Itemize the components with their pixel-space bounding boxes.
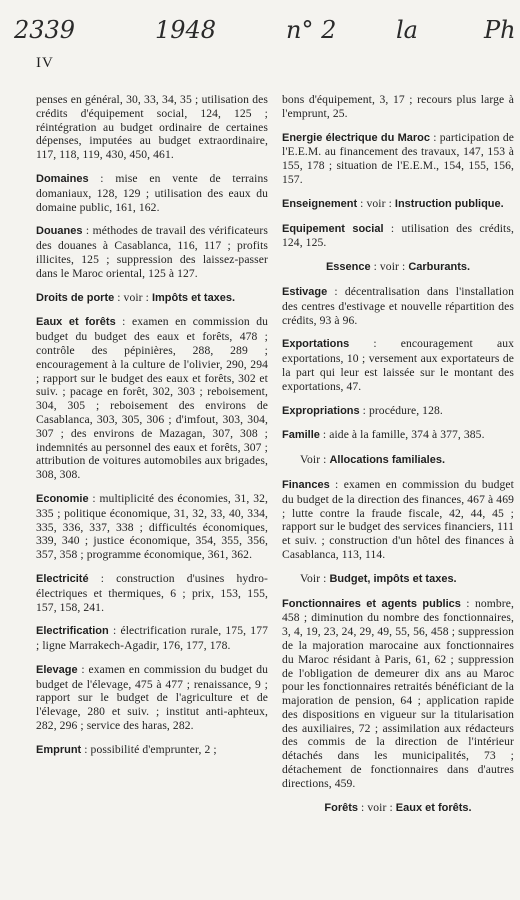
index-entry [36, 743, 268, 758]
index-entry-body: : voir : [114, 290, 152, 304]
index-entry-heading: Finances [282, 478, 330, 491]
handwritten-annotation-la: la [396, 16, 418, 44]
index-entry-heading: Eaux et forêts [36, 316, 116, 329]
index-entry [282, 404, 514, 419]
index-entry-body: : examen en commission du budget du budget de l'élevage, 475 à 477 ; renaissance, 9 ; rapport sur le budget de l'agriculture et de l'élevage, 280 et suiv. ; institut anti-aphteux, 282, 296 ; service des haras, 282. [36, 662, 268, 733]
index-entry [36, 291, 268, 306]
index-entry [282, 131, 514, 187]
index-entry-body: : possibilité d'emprunter, 2 ; [81, 742, 217, 756]
index-entry-heading: Domaines [36, 172, 89, 185]
index-entry-body: Voir : [300, 453, 330, 467]
handwritten-annotation-issue: n° 2 [286, 16, 337, 44]
index-entry [282, 260, 514, 275]
index-entry-heading: Electrification [36, 625, 109, 638]
index-entry-heading: Enseignement [282, 197, 358, 210]
index-entry-reference: Budget, impôts et taxes. [329, 572, 457, 585]
index-entry-body: : mise en vente de terrains domaniaux, 128, 129 ; utilisation des eaux du domaine public, 161, 162. [36, 171, 268, 214]
index-entry-reference: Allocations familiales. [329, 454, 446, 467]
index-entry [36, 315, 268, 482]
index-entry [282, 572, 514, 587]
index-entry-heading: Fonctionnaires et agents publics [282, 597, 461, 610]
index-entry-body: : construction d'usines hydro-électriques et thermiques, 6 ; prix, 153, 155, 157, 158, 241. [36, 571, 268, 614]
index-entry [282, 197, 514, 212]
index-entry-reference: Carburants. [408, 261, 471, 274]
index-entry-body: : électrification rurale, 175, 177 ; ligne Marrakech-Agadir, 176, 177, 178. [36, 624, 268, 653]
handwritten-annotation-number: 2339 [14, 16, 76, 44]
index-entry-heading: Estivage [282, 285, 328, 298]
index-entry [282, 93, 514, 121]
index-entry [36, 224, 268, 280]
index-entry [282, 801, 514, 816]
index-entry [282, 453, 514, 468]
index-entry [282, 428, 514, 443]
index-entry-body: : voir : [370, 260, 409, 274]
handwritten-annotation-ph: Ph [484, 16, 516, 44]
page-number: IV [36, 55, 54, 71]
index-entry [282, 478, 514, 562]
index-entry-body: : voir : [358, 800, 396, 814]
index-entry-body: : encouragement aux exportations, 10 ; versement aux exportateurs de la part qui leur est laissée sur le montant des exportations, 47. [282, 337, 514, 393]
index-entry-body: : aide à la famille, 374 à 377, 385. [319, 428, 485, 442]
index-entry-heading: Equipement social [282, 222, 384, 235]
index-entry [282, 337, 514, 393]
index-entry-heading: Essence [325, 261, 371, 274]
index-entry-body: : examen en commission du budget du budget de la direction des finances, 467 à 469 ; lutte contre la fraude fiscale, 42, 44, 45 ; rapport sur le budget des services financiers, 111 et suiv. ; construction d'un hôtel des finances à Casablanca, 113, 114. [282, 477, 514, 561]
index-entry [36, 492, 268, 562]
index-entry-body: : examen en commission du budget du budget des eaux et forêts, 478 ; contrôle des pépinières, 288, 289 ; encouragement à la culture de l'olivier, 290, 294 ; rapport sur le budget des eaux et forêts, 302 et suiv. ; pacage en forêt, 302, 303 ; reboisement, 304, 305 ; reboisement des environs de Casablanca, 303, 305, 306 ; d'imfout, 303, 304, 307 ; des environs de Mazagan, 307, 308 ; indemnités au personnel des eaux et forêts, 307 ; attribution de voitures automobiles aux brigades, 308, 308. [36, 315, 269, 482]
index-entry [36, 624, 268, 653]
index-entry-heading: Elevage [36, 663, 78, 676]
index-entry-body: : utilisation des crédits, 124, 125. [282, 221, 514, 250]
index-entry-body: : procédure, 128. [359, 403, 443, 417]
index-entry-body: : multiplicité des économies, 31, 32, 335 ; politique économique, 31, 32, 33, 40, 334, 335, 336, 337, 338 ; difficultés économiques, 339, 340 ; justice économique, 354, 355, 356, 357, 358 ; programme économique, 361, 362. [36, 491, 268, 562]
index-column-right [282, 93, 514, 825]
index-entry-body: : méthodes de travail des vérificateurs des douanes à Casablanca, 116, 117 ; profits illicites, 125 ; suppression des laissez-passer dans le Maroc oriental, 125 à 127. [36, 224, 268, 280]
index-entry-heading: Exportations [282, 338, 350, 351]
handwritten-annotation-year: 1948 [155, 16, 217, 44]
index-entry-body: penses en général, 30, 33, 34, 35 ; utilisation des crédits d'équipement social, 124, 125 ; réintégration au budget ordinaire de certaines dépenses, imputées au budget extraordinaire, 117, 118, 119, 430, 450, 461. [36, 93, 268, 162]
index-entry-reference: Impôts et taxes. [151, 291, 236, 304]
index-entry-heading: Economie [36, 492, 89, 505]
index-entry [36, 572, 268, 614]
index-entry-body: : nombre, 458 ; diminution du nombre des fonctionnaires, 3, 4, 19, 23, 24, 29, 49, 55, 56, 458 ; suppression de la majoration marocaine aux fonctionnaires du Maroc résidant à Paris, 61, 62 ; suppression de l'obligation de demeurer dix ans au Maroc pour les fonctionnaires retraités bénéficiant de la majoration de pension, 64 ; application rapide des dispositions en vigueur sur la titularisation des auxiliaires, 72 ; assimilation aux rédacteurs des commis de la direction de l'intérieur détachés dans les municipalités, 73 ; détachement de fonctionnaires dans d'autres directions, 459. [282, 596, 514, 790]
index-entry-heading: Expropriations [282, 404, 360, 417]
index-entry [36, 663, 268, 733]
index-entry-heading: Forêts [324, 801, 359, 814]
index-entry-heading: Energie électrique du Maroc [282, 131, 430, 144]
index-entry [282, 222, 514, 251]
index-entry [36, 172, 268, 214]
index-entry-body: bons d'équipement, 3, 17 ; recours plus large à l'emprunt, 25. [282, 93, 514, 120]
index-entry-reference: Instruction publique. [394, 197, 504, 210]
index-column-left [36, 93, 268, 768]
index-entry [282, 597, 514, 791]
index-entry-body: Voir : [300, 571, 330, 585]
index-entry-body: : décentralisation dans l'installation des centres d'estivage et nouvelle répartition des crédits, 93 à 96. [282, 284, 514, 327]
index-entry-body: : participation de l'E.E.M. au financement des travaux, 147, 153 à 155, 178 ; situation de l'E.E.M., 154, 155, 156, 157. [282, 130, 514, 186]
index-entry-body: : voir : [357, 196, 395, 210]
index-entry-reference: Eaux et forêts. [395, 801, 472, 814]
index-entry-heading: Douanes [36, 225, 83, 238]
index-entry [36, 93, 268, 162]
index-entry [282, 285, 514, 327]
index-entry-heading: Electricité [36, 572, 89, 585]
index-entry-heading: Emprunt [36, 743, 82, 756]
index-entry-heading: Droits de porte [36, 291, 115, 304]
index-entry-heading: Famille [282, 429, 320, 442]
